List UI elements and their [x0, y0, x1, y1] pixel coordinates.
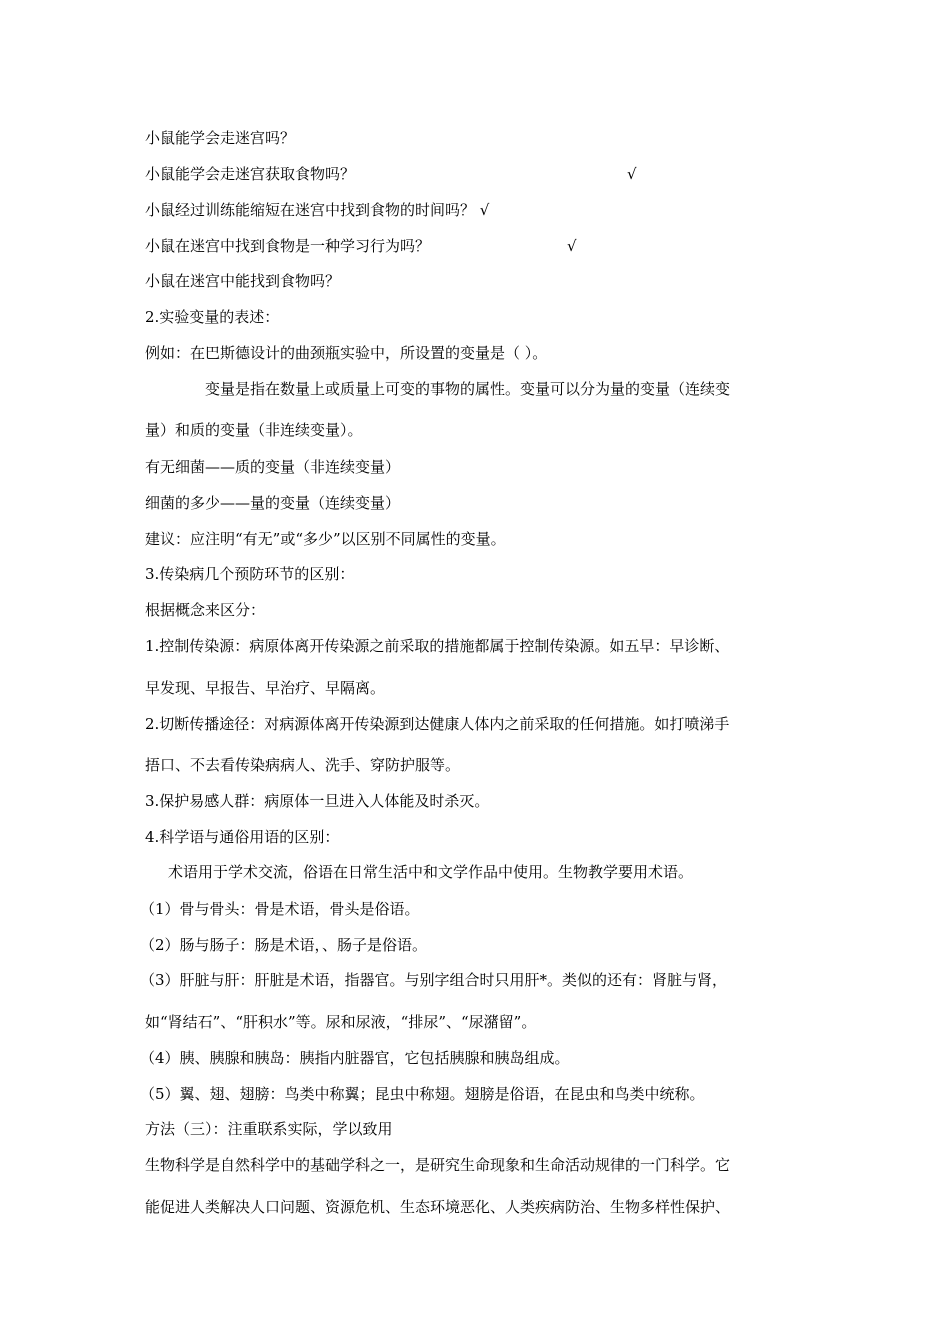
- paragraph-line: 捂口、不去看传染病病人、洗手、穿防护服等。: [145, 756, 461, 774]
- list-item: （4）胰、胰腺和胰岛：胰指内脏器官，它包括胰腺和胰岛组成。: [140, 1049, 570, 1067]
- question-line-3: 小鼠经过训练能缩短在迷宫中找到食物的时间吗？ √: [145, 201, 490, 219]
- paragraph-line: 根据概念来区分：: [145, 601, 266, 619]
- paragraph-line: 生物科学是自然科学中的基础学科之一，是研究生命现象和生命活动规律的一门科学。它: [145, 1156, 731, 1174]
- question-line-1: 小鼠能学会走迷宫吗？: [145, 129, 296, 147]
- section-heading-3: 3.传染病几个预防环节的区别：: [145, 565, 355, 583]
- paragraph-line: 有无细菌——质的变量（非连续变量）: [145, 458, 401, 476]
- list-item: （3）肝脏与肝：肝脏是术语，指器官。与别字组合时只用肝*。类似的还有：肾脏与肾，: [140, 971, 728, 989]
- list-item: （1）骨与骨头：骨是术语，骨头是俗语。: [140, 900, 420, 918]
- method-heading: 方法（三）：注重联系实际，学以致用: [145, 1120, 393, 1138]
- paragraph-line: 2.切断传播途径：对病源体离开传染源到达健康人体内之前采取的任何措施。如打喷涕手: [145, 715, 730, 733]
- check-mark-icon: √: [627, 165, 637, 183]
- question-line-4: 小鼠在迷宫中找到食物是一种学习行为吗？: [145, 237, 431, 255]
- paragraph-line: 变量是指在数量上或质量上可变的事物的属性。变量可以分为量的变量（连续变: [205, 380, 731, 398]
- list-item: （5）翼、翅、翅膀：鸟类中称翼；昆虫中称翅。翅膀是俗语，在昆虫和鸟类中统称。: [140, 1085, 705, 1103]
- paragraph-line: 术语用于学术交流，俗语在日常生活中和文学作品中使用。生物教学要用术语。: [168, 863, 694, 881]
- paragraph-line: 如“肾结石”、“肝积水”等。尿和尿液，“排尿”、“尿潴留”。: [145, 1013, 537, 1031]
- question-line-5: 小鼠在迷宫中能找到食物吗？: [145, 272, 341, 290]
- paragraph-line: 能促进人类解决人口问题、资源危机、生态环境恶化、人类疾病防治、生物多样性保护、: [145, 1198, 731, 1216]
- paragraph-line: 3.保护易感人群：病原体一旦进入人体能及时杀灭。: [145, 792, 490, 810]
- question-line-2: 小鼠能学会走迷宫获取食物吗？: [145, 165, 356, 183]
- example-line: 例如：在巴斯德设计的曲颈瓶实验中，所设置的变量是（ ）。: [145, 344, 548, 362]
- list-item: （2）肠与肠子：肠是术语，、肠子是俗语。: [140, 936, 428, 954]
- paragraph-line: 细菌的多少——量的变量（连续变量）: [145, 494, 401, 512]
- section-heading-2: 2.实验变量的表述：: [145, 308, 280, 326]
- paragraph-line: 早发现、早报告、早治疗、早隔离。: [145, 679, 386, 697]
- paragraph-line: 1.控制传染源：病原体离开传染源之前采取的措施都属于控制传染源。如五早：早诊断、: [145, 637, 730, 655]
- section-heading-4: 4.科学语与通俗用语的区别：: [145, 828, 340, 846]
- paragraph-line: 量）和质的变量（非连续变量）。: [145, 421, 363, 439]
- check-mark-icon: √: [567, 237, 577, 255]
- paragraph-line: 建议：应注明“有无”或“多少”以区别不同属性的变量。: [145, 530, 506, 548]
